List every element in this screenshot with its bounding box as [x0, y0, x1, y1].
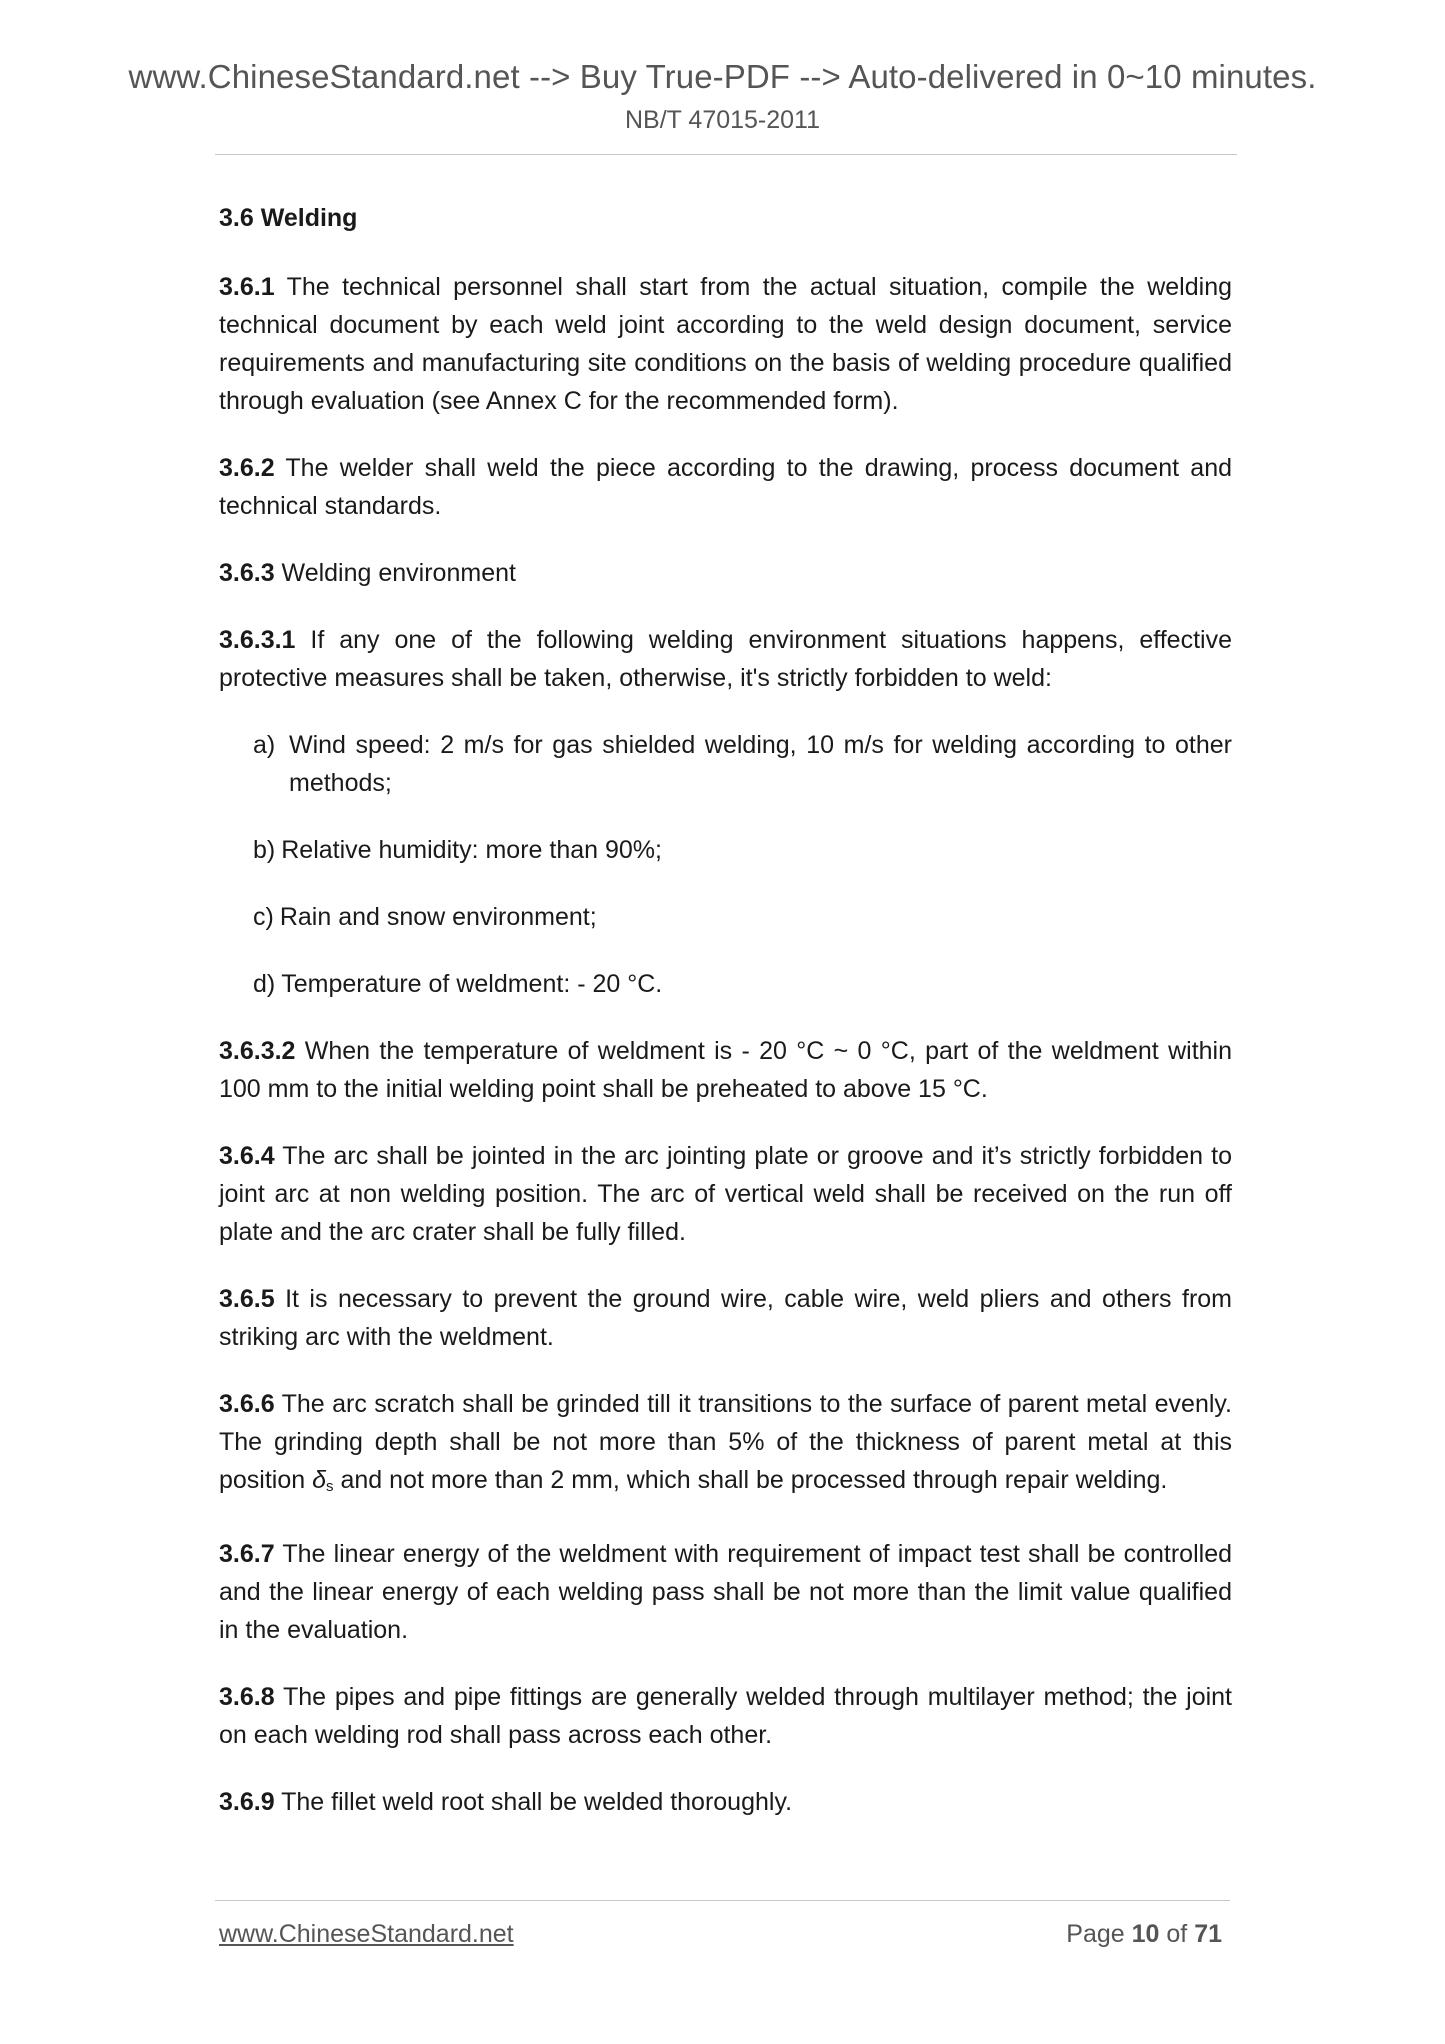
clause-number: 3.6.3.1	[219, 626, 296, 654]
clause-text: If any one of the following welding environment situations happens, effective protective measures shall be taken, otherwise, it's strictly forbidden to weld:	[219, 626, 1232, 692]
list-marker: c)	[253, 903, 274, 931]
clause-text: The linear energy of the weldment with requirement of impact test shall be controlled and the linear energy of each welding pass shall be not more than the limit value qualified in the evaluation.	[219, 1540, 1232, 1644]
clause-3-6-9	[219, 1783, 1232, 1821]
clause-3-6-3	[219, 554, 1232, 592]
standard-code: NB/T 47015-2011	[624, 106, 821, 134]
list-marker: a)	[253, 731, 276, 759]
clause-text-continued: and not more than 2 mm, which shall be processed through repair welding.	[333, 1466, 1168, 1494]
clause-text: Welding environment	[274, 559, 516, 587]
clause-3-6-2	[219, 449, 1232, 525]
clause-number: 3.6.2	[219, 454, 275, 482]
list-item-text: Relative humidity: more than 90%;	[281, 836, 662, 864]
list-item-text: Temperature of weldment: - 20 °C.	[281, 970, 663, 998]
footer-website-link[interactable]: www.ChineseStandard.net	[219, 1920, 514, 1948]
clause-text: When the temperature of weldment is - 20 °C ~ 0 °C, part of the weldment within 100 mm to the initial welding point shall be preheated to above 15 °C.	[219, 1037, 1232, 1103]
clause-number: 3.6.8	[219, 1683, 275, 1711]
clause-number: 3.6.3	[219, 559, 275, 587]
list-item-text: Wind speed: 2 m/s for gas shielded welding, 10 m/s for welding according to other methods;	[289, 731, 1232, 797]
clause-3-6-6	[219, 1385, 1232, 1506]
clause-number: 3.6.1	[219, 273, 275, 301]
page-indicator	[1066, 1920, 1222, 1949]
clause-text: The welder shall weld the piece according to the drawing, process document and technical standards.	[219, 454, 1232, 520]
clause-text: It is necessary to prevent the ground wire, cable wire, weld pliers and others from striking arc with the weldment.	[219, 1285, 1232, 1351]
header-banner: www.ChineseStandard.net --> Buy True-PDF --> Auto-delivered in 0~10 minutes.	[128, 58, 1317, 95]
list-item-c	[253, 898, 1232, 936]
clause-3-6-1	[219, 268, 1232, 420]
page-current: 10	[1131, 1920, 1160, 1948]
clause-number: 3.6.6	[219, 1390, 275, 1418]
clause-text: The arc scratch shall be grinded till it transitions to the surface of parent metal evenly. The grinding depth shall be not more than 5% of the thickness of parent metal at this position	[219, 1390, 1232, 1494]
clause-3-6-7	[219, 1535, 1232, 1649]
list-item-text: Rain and snow environment;	[279, 903, 597, 931]
clause-number: 3.6.4	[219, 1142, 275, 1170]
symbol-subscript: s	[326, 1478, 334, 1495]
clause-3-6-4	[219, 1137, 1232, 1251]
clause-3-6-3-2	[219, 1032, 1232, 1108]
clause-number: 3.6.9	[219, 1788, 275, 1816]
list-item-b	[253, 831, 1232, 869]
clause-text: The arc shall be jointed in the arc jointing plate or groove and it’s strictly forbidden to joint arc at non welding position. The arc of vertical weld shall be received on the run off plate and the arc crater shall be fully filled.	[219, 1142, 1232, 1246]
delta-symbol: δ	[312, 1466, 327, 1494]
clause-number: 3.6.5	[219, 1285, 275, 1313]
document-body	[219, 196, 1232, 1850]
page-total: 71	[1194, 1920, 1222, 1948]
list-item-d	[253, 965, 1232, 1003]
clause-number: 3.6.3.2	[219, 1037, 296, 1065]
list-item-a	[253, 726, 1232, 802]
clause-3-6-5	[219, 1280, 1232, 1356]
clause-3-6-8	[219, 1678, 1232, 1754]
footer-divider	[215, 1900, 1230, 1901]
clause-text: The pipes and pipe fittings are generally welded through multilayer method; the joint on each welding rod shall pass across each other.	[219, 1683, 1232, 1749]
section-heading: 3.6 Welding	[219, 204, 358, 232]
clause-text: The technical personnel shall start from the actual situation, compile the welding technical document by each weld joint according to the weld design document, service requirements and manufacturing site conditions on the basis of welding procedure qualified through evaluation (see Annex C for the recommended form).	[219, 273, 1232, 415]
header-divider	[215, 154, 1237, 155]
page-label: Page	[1066, 1920, 1132, 1948]
list-marker: d)	[253, 970, 276, 998]
list-marker: b)	[253, 836, 276, 864]
clause-number: 3.6.7	[219, 1540, 275, 1568]
page-of: of	[1159, 1920, 1195, 1948]
clause-text: The fillet weld root shall be welded thoroughly.	[274, 1788, 793, 1816]
clause-3-6-3-1	[219, 621, 1232, 697]
